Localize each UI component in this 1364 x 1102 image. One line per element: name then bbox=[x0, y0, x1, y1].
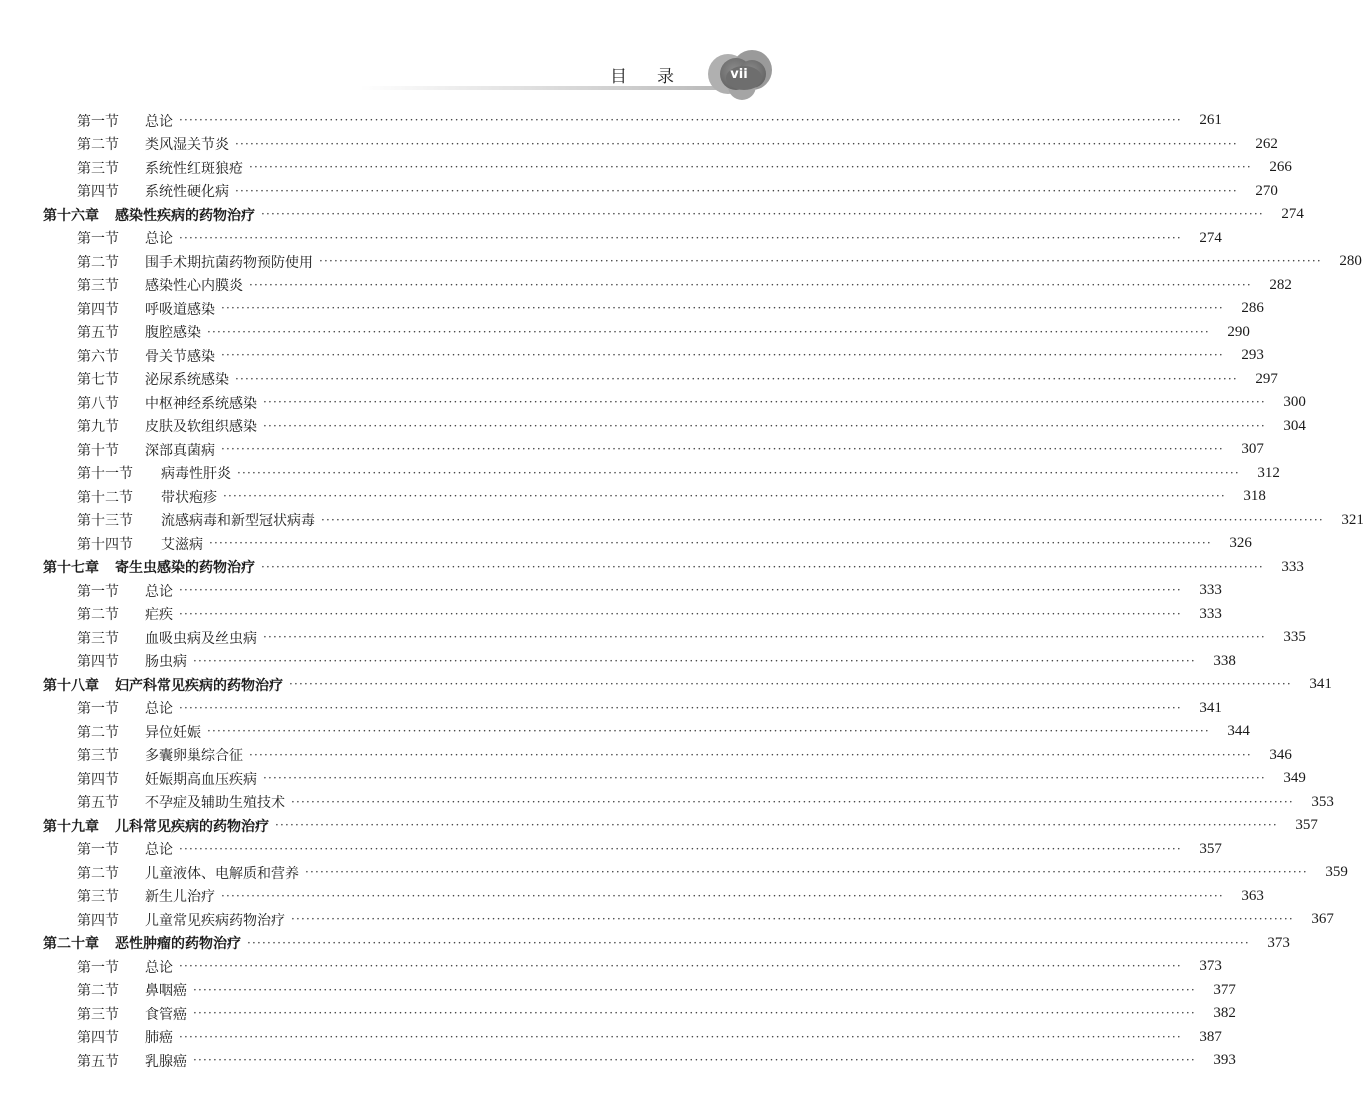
toc-entry-page: 377 bbox=[1213, 981, 1236, 998]
toc-entry-page: 326 bbox=[1229, 535, 1252, 552]
toc-entry-number: 第十节 bbox=[77, 442, 119, 459]
dot-leader: ········································································································································································································ bbox=[275, 818, 1278, 833]
dot-leader: ········································································································································································································ bbox=[179, 606, 1182, 621]
toc-entry-title: 疟疾 bbox=[145, 607, 173, 624]
toc-entry-page: 346 bbox=[1269, 746, 1292, 763]
toc-entry-number: 第六节 bbox=[77, 348, 119, 365]
toc-entry-page: 373 bbox=[1199, 958, 1222, 975]
toc-entry-number: 第十四节 bbox=[77, 536, 133, 553]
toc-entry-page: 359 bbox=[1325, 864, 1348, 881]
toc-entry-title: 肠虫病 bbox=[145, 654, 187, 671]
toc-section-entry[interactable] bbox=[0, 156, 1292, 180]
toc-entry-number: 第三节 bbox=[77, 748, 119, 765]
toc-section-entry[interactable] bbox=[0, 415, 1306, 439]
toc-entry-number: 第七节 bbox=[77, 372, 119, 389]
dot-leader: ········································································································································································································ bbox=[221, 888, 1224, 903]
toc-entry-label bbox=[0, 745, 243, 765]
toc-entry-title: 流感病毒和新型冠状病毒 bbox=[161, 513, 315, 530]
toc-entry-label bbox=[0, 134, 229, 154]
dot-leader: ········································································································································································································ bbox=[289, 677, 1292, 692]
toc-entry-label bbox=[0, 299, 215, 319]
toc-entry-number: 第一节 bbox=[77, 959, 119, 976]
toc-entry-page: 274 bbox=[1281, 206, 1304, 223]
toc-section-entry[interactable] bbox=[0, 626, 1306, 650]
toc-chapter-entry[interactable] bbox=[0, 814, 1318, 838]
toc-entry-title: 系统性硬化病 bbox=[145, 184, 229, 201]
toc-entry-number: 第五节 bbox=[77, 1053, 119, 1070]
toc-entry-page: 333 bbox=[1199, 582, 1222, 599]
toc-entry-title: 带状疱疹 bbox=[161, 489, 217, 506]
toc-entry-title: 皮肤及软组织感染 bbox=[145, 419, 257, 436]
toc-entry-label bbox=[0, 816, 269, 836]
toc-entry-label bbox=[0, 886, 215, 906]
toc-entry-number: 第二节 bbox=[77, 137, 119, 154]
toc-entry-label bbox=[0, 487, 217, 507]
dot-leader: ········································································································································································································ bbox=[263, 418, 1266, 433]
toc-entry-label bbox=[0, 158, 243, 178]
toc-entry-label bbox=[0, 769, 257, 789]
toc-section-entry[interactable] bbox=[0, 509, 1364, 533]
toc-entry-number: 第二节 bbox=[77, 724, 119, 741]
toc-entry-number: 第十六章 bbox=[43, 207, 99, 224]
dot-leader: ········································································································································································································ bbox=[247, 935, 1250, 950]
toc-entry-label bbox=[0, 1004, 187, 1024]
toc-entry-page: 262 bbox=[1255, 135, 1278, 152]
toc-section-entry[interactable] bbox=[0, 1026, 1222, 1050]
toc-entry-title: 艾滋病 bbox=[161, 536, 203, 553]
toc-entry-number: 第二节 bbox=[77, 865, 119, 882]
toc-entry-page: 382 bbox=[1213, 1005, 1236, 1022]
dot-leader: ········································································································································································································ bbox=[207, 724, 1210, 739]
page-title bbox=[610, 62, 710, 86]
toc-entry-label bbox=[0, 1027, 173, 1047]
toc-entry-label bbox=[0, 581, 173, 601]
toc-entry-title: 深部真菌病 bbox=[145, 442, 215, 459]
toc-entry-number: 第十三节 bbox=[77, 513, 133, 530]
toc-entry-number: 第八节 bbox=[77, 395, 119, 412]
toc-section-entry[interactable] bbox=[0, 908, 1334, 932]
dot-leader: ········································································································································································································ bbox=[263, 630, 1266, 645]
toc-chapter-entry[interactable] bbox=[0, 203, 1304, 227]
toc-entry-number: 第一节 bbox=[77, 583, 119, 600]
toc-entry-page: 290 bbox=[1227, 323, 1250, 340]
dot-leader: ········································································································································································································ bbox=[179, 700, 1182, 715]
page-title-char-2: 录 bbox=[657, 66, 674, 87]
toc-entry-label bbox=[0, 252, 313, 272]
toc-entry-page: 266 bbox=[1269, 159, 1292, 176]
toc-entry-page: 353 bbox=[1311, 793, 1334, 810]
toc-entry-number: 第一节 bbox=[77, 113, 119, 130]
dot-leader: ········································································································································································································ bbox=[193, 1006, 1196, 1021]
toc-section-entry[interactable] bbox=[0, 697, 1222, 721]
toc-section-entry[interactable] bbox=[0, 1002, 1236, 1026]
toc-entry-title: 总论 bbox=[145, 231, 173, 248]
toc-entry-label bbox=[0, 604, 173, 624]
toc-entry-number: 第五节 bbox=[77, 325, 119, 342]
dot-leader: ········································································································································································································ bbox=[207, 324, 1210, 339]
toc-section-entry[interactable] bbox=[0, 650, 1236, 674]
toc-entry-page: 335 bbox=[1283, 629, 1306, 646]
toc-section-entry[interactable] bbox=[0, 838, 1222, 862]
toc-entry-title: 妊娠期高血压疾病 bbox=[145, 771, 257, 788]
toc-entry-number: 第十七章 bbox=[43, 560, 99, 577]
toc-entry-label bbox=[0, 675, 283, 695]
toc-entry-page: 367 bbox=[1311, 911, 1334, 928]
toc-entry-label bbox=[0, 275, 243, 295]
toc-section-entry[interactable] bbox=[0, 133, 1278, 157]
toc-section-entry[interactable] bbox=[0, 885, 1264, 909]
toc-entry-title: 病毒性肝炎 bbox=[161, 466, 231, 483]
toc-section-entry[interactable] bbox=[0, 438, 1264, 462]
toc-entry-label bbox=[0, 933, 241, 953]
toc-entry-number: 第四节 bbox=[77, 301, 119, 318]
toc-entry-title: 总论 bbox=[145, 701, 173, 718]
dot-leader: ········································································································································································································ bbox=[179, 230, 1182, 245]
toc-entry-title: 肺癌 bbox=[145, 1030, 173, 1047]
dot-leader: ········································································································································································································ bbox=[263, 395, 1266, 410]
dot-leader: ········································································································································································································ bbox=[249, 277, 1252, 292]
toc-entry-title: 血吸虫病及丝虫病 bbox=[145, 630, 257, 647]
toc-entry-title: 中枢神经系统感染 bbox=[145, 395, 257, 412]
toc-entry-label bbox=[0, 228, 173, 248]
toc-section-entry[interactable] bbox=[0, 979, 1236, 1003]
toc-entry-page: 341 bbox=[1199, 699, 1222, 716]
toc-entry-page: 341 bbox=[1309, 676, 1332, 693]
toc-entry-page: 338 bbox=[1213, 652, 1236, 669]
dot-leader: ········································································································································································································ bbox=[223, 489, 1226, 504]
dot-leader: ········································································································································································································ bbox=[321, 512, 1324, 527]
toc-section-entry[interactable] bbox=[0, 744, 1292, 768]
dot-leader: ········································································································································································································ bbox=[263, 771, 1266, 786]
toc-section-entry[interactable] bbox=[0, 297, 1264, 321]
dot-leader: ········································································································································································································ bbox=[179, 959, 1182, 974]
dot-leader: ········································································································································································································ bbox=[193, 653, 1196, 668]
dot-leader: ········································································································································································································ bbox=[179, 841, 1182, 856]
toc-section-entry[interactable] bbox=[0, 344, 1264, 368]
toc-entry-page: 282 bbox=[1269, 276, 1292, 293]
toc-entry-page: 387 bbox=[1199, 1028, 1222, 1045]
dot-leader: ········································································································································································································ bbox=[235, 136, 1238, 151]
toc-entry-page: 357 bbox=[1295, 817, 1318, 834]
toc-entry-page: 300 bbox=[1283, 394, 1306, 411]
toc-section-entry[interactable] bbox=[0, 462, 1280, 486]
dot-leader: ········································································································································································································ bbox=[221, 301, 1224, 316]
toc-entry-page: 270 bbox=[1255, 182, 1278, 199]
toc-entry-page: 312 bbox=[1257, 464, 1280, 481]
toc-entry-label bbox=[0, 863, 299, 883]
toc-section-entry[interactable] bbox=[0, 861, 1348, 885]
toc-entry-page: 293 bbox=[1241, 347, 1264, 364]
toc-entry-title: 总论 bbox=[145, 113, 173, 130]
dot-leader: ········································································································································································································ bbox=[179, 583, 1182, 598]
toc-entry-label bbox=[0, 534, 203, 554]
toc-entry-page: 304 bbox=[1283, 417, 1306, 434]
toc-entry-label bbox=[0, 910, 285, 930]
toc-entry-page: 297 bbox=[1255, 370, 1278, 387]
toc-entry-number: 第四节 bbox=[77, 184, 119, 201]
toc-entry-page: 318 bbox=[1243, 488, 1266, 505]
toc-entry-title: 感染性心内膜炎 bbox=[145, 278, 243, 295]
toc-entry-title: 类风湿关节炎 bbox=[145, 137, 229, 154]
toc-entry-label bbox=[0, 369, 229, 389]
toc-entry-title: 感染性疾病的药物治疗 bbox=[115, 207, 255, 224]
toc-entry-page: 363 bbox=[1241, 887, 1264, 904]
dot-leader: ········································································································································································································ bbox=[193, 1053, 1196, 1068]
toc-entry-page: 373 bbox=[1267, 934, 1290, 951]
dot-leader: ········································································································································································································ bbox=[235, 183, 1238, 198]
toc-entry-number: 第三节 bbox=[77, 1006, 119, 1023]
toc-entry-title: 不孕症及辅助生殖技术 bbox=[145, 795, 285, 812]
toc-section-entry[interactable] bbox=[0, 603, 1222, 627]
page-header bbox=[0, 0, 800, 100]
toc-entry-label bbox=[0, 416, 257, 436]
toc-entry-label bbox=[0, 722, 201, 742]
toc-entry-label bbox=[0, 1051, 187, 1071]
toc-entry-title: 总论 bbox=[145, 842, 173, 859]
toc-entry-number: 第二节 bbox=[77, 254, 119, 271]
toc-entry-label bbox=[0, 510, 315, 530]
toc-entry-label bbox=[0, 393, 257, 413]
toc-entry-label bbox=[0, 957, 173, 977]
toc-entry-title: 儿童液体、电解质和营养 bbox=[145, 865, 299, 882]
dot-leader: ········································································································································································································ bbox=[209, 536, 1212, 551]
toc-entry-label bbox=[0, 651, 187, 671]
toc-entry-title: 骨关节感染 bbox=[145, 348, 215, 365]
toc-entry-title: 泌尿系统感染 bbox=[145, 372, 229, 389]
dot-leader: ········································································································································································································ bbox=[221, 348, 1224, 363]
toc-section-entry[interactable] bbox=[0, 321, 1250, 345]
toc-section-entry[interactable] bbox=[0, 1049, 1236, 1073]
toc-entry-number: 第一节 bbox=[77, 842, 119, 859]
dot-leader: ········································································································································································································ bbox=[305, 865, 1308, 880]
toc-entry-number: 第三节 bbox=[77, 889, 119, 906]
toc-entry-number: 第四节 bbox=[77, 654, 119, 671]
toc-entry-number: 第四节 bbox=[77, 912, 119, 929]
toc-entry-label bbox=[0, 205, 255, 225]
toc-section-entry[interactable] bbox=[0, 227, 1222, 251]
toc-entry-title: 恶性肿瘤的药物治疗 bbox=[115, 936, 241, 953]
dot-leader: ········································································································································································································ bbox=[291, 794, 1294, 809]
toc-entry-page: 261 bbox=[1199, 112, 1222, 129]
toc-entry-number: 第十一节 bbox=[77, 466, 133, 483]
toc-entry-title: 系统性红斑狼疮 bbox=[145, 160, 243, 177]
toc-entry-title: 多囊卵巢综合征 bbox=[145, 748, 243, 765]
toc-entry-label bbox=[0, 463, 231, 483]
toc-entry-number: 第二十章 bbox=[43, 936, 99, 953]
toc-section-entry[interactable] bbox=[0, 791, 1334, 815]
dot-leader: ········································································································································································································ bbox=[193, 982, 1196, 997]
toc-entry-label bbox=[0, 839, 173, 859]
toc-entry-page: 357 bbox=[1199, 840, 1222, 857]
toc-entry-number: 第九节 bbox=[77, 419, 119, 436]
toc-entry-title: 呼吸道感染 bbox=[145, 301, 215, 318]
toc-section-entry[interactable] bbox=[0, 368, 1278, 392]
toc-entry-label bbox=[0, 792, 285, 812]
toc-entry-number: 第十九章 bbox=[43, 818, 99, 835]
toc-entry-page: 307 bbox=[1241, 441, 1264, 458]
dot-leader: ········································································································································································································ bbox=[291, 912, 1294, 927]
dot-leader: ········································································································································································································ bbox=[237, 465, 1240, 480]
toc-entry-title: 儿科常见疾病的药物治疗 bbox=[115, 818, 269, 835]
toc-entry-title: 总论 bbox=[145, 583, 173, 600]
toc-entry-page: 280 bbox=[1339, 253, 1362, 270]
toc-section-entry[interactable] bbox=[0, 109, 1222, 133]
toc-entry-title: 围手术期抗菌药物预防使用 bbox=[145, 254, 313, 271]
toc-entry-label bbox=[0, 111, 173, 131]
toc-section-entry[interactable] bbox=[0, 180, 1278, 204]
toc-entry-title: 异位妊娠 bbox=[145, 724, 201, 741]
toc-entry-page: 393 bbox=[1213, 1052, 1236, 1069]
toc-entry-label bbox=[0, 322, 201, 342]
toc-entry-label bbox=[0, 181, 229, 201]
toc-entry-label bbox=[0, 628, 257, 648]
dot-leader: ········································································································································································································ bbox=[221, 442, 1224, 457]
toc-entry-title: 儿童常见疾病药物治疗 bbox=[145, 912, 285, 929]
toc-entry-label bbox=[0, 698, 173, 718]
toc-section-entry[interactable] bbox=[0, 720, 1250, 744]
toc-entry-title: 乳腺癌 bbox=[145, 1053, 187, 1070]
toc-entry-label bbox=[0, 980, 187, 1000]
toc-entry-title: 总论 bbox=[145, 959, 173, 976]
toc-chapter-entry[interactable] bbox=[0, 932, 1290, 956]
toc-entry-page: 344 bbox=[1227, 723, 1250, 740]
toc-entry-title: 寄生虫感染的药物治疗 bbox=[115, 560, 255, 577]
toc-entry-number: 第十八章 bbox=[43, 677, 99, 694]
toc-section-entry[interactable] bbox=[0, 767, 1306, 791]
toc-entry-page: 333 bbox=[1199, 605, 1222, 622]
toc-chapter-entry[interactable] bbox=[0, 556, 1304, 580]
toc-entry-number: 第三节 bbox=[77, 278, 119, 295]
toc-section-entry[interactable] bbox=[0, 391, 1306, 415]
toc-chapter-entry[interactable] bbox=[0, 673, 1332, 697]
toc-entry-title: 食管癌 bbox=[145, 1006, 187, 1023]
toc-entry-number: 第十二节 bbox=[77, 489, 133, 506]
toc-entry-number: 第四节 bbox=[77, 1030, 119, 1047]
toc-section-entry[interactable] bbox=[0, 250, 1362, 274]
toc-entry-title: 新生儿治疗 bbox=[145, 889, 215, 906]
toc-entry-number: 第三节 bbox=[77, 630, 119, 647]
toc-entry-number: 第二节 bbox=[77, 607, 119, 624]
toc-entry-page: 349 bbox=[1283, 770, 1306, 787]
toc-entry-label bbox=[0, 346, 215, 366]
dot-leader: ········································································································································································································ bbox=[249, 160, 1252, 175]
toc-entry-number: 第一节 bbox=[77, 231, 119, 248]
toc-entry-page: 286 bbox=[1241, 300, 1264, 317]
toc-entry-label bbox=[0, 557, 255, 577]
dot-leader: ········································································································································································································ bbox=[179, 113, 1182, 128]
toc-section-entry[interactable] bbox=[0, 955, 1222, 979]
toc-section-entry[interactable] bbox=[0, 579, 1222, 603]
toc-entry-title: 鼻咽癌 bbox=[145, 983, 187, 1000]
toc-section-entry[interactable] bbox=[0, 274, 1292, 298]
dot-leader: ········································································································································································································ bbox=[261, 559, 1264, 574]
toc-entry-number: 第四节 bbox=[77, 771, 119, 788]
page-number: vii bbox=[730, 66, 748, 82]
toc-entry-title: 腹腔感染 bbox=[145, 325, 201, 342]
toc-entry-label bbox=[0, 440, 215, 460]
toc-entry-number: 第二节 bbox=[77, 983, 119, 1000]
toc-entry-page: 321 bbox=[1341, 511, 1364, 528]
toc-entry-title: 妇产科常见疾病的药物治疗 bbox=[115, 677, 283, 694]
toc-entry-page: 274 bbox=[1199, 229, 1222, 246]
page-title-char-1: 目 bbox=[610, 66, 627, 87]
toc-entry-number: 第五节 bbox=[77, 795, 119, 812]
dot-leader: ········································································································································································································ bbox=[261, 207, 1264, 222]
toc-section-entry[interactable] bbox=[0, 485, 1266, 509]
toc-entry-number: 第三节 bbox=[77, 160, 119, 177]
dot-leader: ········································································································································································································ bbox=[235, 371, 1238, 386]
dot-leader: ········································································································································································································ bbox=[319, 254, 1322, 269]
dot-leader: ········································································································································································································ bbox=[179, 1029, 1182, 1044]
dot-leader: ········································································································································································································ bbox=[249, 747, 1252, 762]
toc-entry-number: 第一节 bbox=[77, 701, 119, 718]
toc-section-entry[interactable] bbox=[0, 532, 1252, 556]
toc-entry-page: 333 bbox=[1281, 558, 1304, 575]
